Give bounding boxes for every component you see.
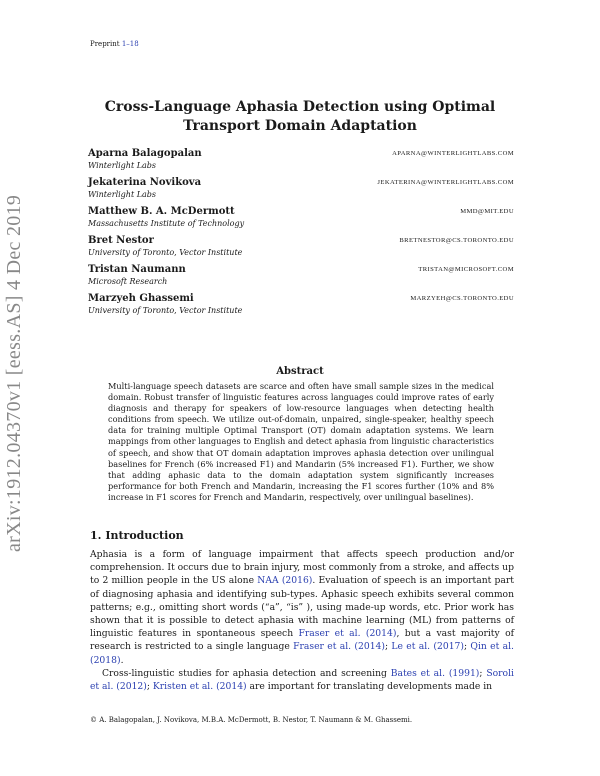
text-run: .	[120, 654, 124, 666]
text-run: are important for translating developments made in	[246, 681, 493, 693]
preprint-header	[90, 40, 139, 48]
author-entry	[88, 293, 514, 322]
citation-link[interactable]: Bates et al. (1991)	[390, 667, 480, 679]
author-affiliation: Microsoft Research	[88, 277, 168, 286]
text-run: Cross-linguistic studies for aphasia detection and screening	[102, 667, 391, 679]
text-run: . Evaluation of speech is an important part of diagnosing aphasia and identifying sub-types. Aphasic speech exhibits several common patterns; e.g., omitting short words (“a”, “is” ), using made-up words, etc. Prior work has shown that it is possible to detect aphasia with machine learning (ML) from patterns of linguistic features in spontaneous speech	[90, 575, 514, 640]
preprint-label: Preprint	[90, 40, 120, 48]
text-run: Aphasia is a form of language impairment that affects speech production and/or comprehension. It occurs due to brain injury, most commonly from a stroke, and affects up to 2 million people in the US alone	[90, 549, 514, 587]
author-affiliation: Massachusetts Institute of Technology	[88, 219, 245, 228]
author-entry	[88, 235, 514, 264]
author-list	[88, 148, 514, 322]
section-heading-introduction: 1. Introduction	[90, 529, 184, 542]
author-affiliation: Winterlight Labs	[88, 190, 157, 199]
author-affiliation: University of Toronto, Vector Institute	[88, 248, 243, 257]
citation-link[interactable]: Soroli et al. (2012)	[90, 667, 514, 693]
copyright-footer: © A. Balagopalan, J. Novikova, M.B.A. McDermott, B. Nestor, T. Naumann & M. Ghassemi.	[90, 716, 413, 724]
author-name: Marzyeh Ghassemi	[88, 293, 194, 304]
citation-link[interactable]: Le et al. (2017)	[391, 641, 464, 653]
citation-link[interactable]: Qin et al. (2018)	[90, 641, 514, 666]
author-affiliation: University of Toronto, Vector Institute	[88, 306, 243, 315]
author-email[interactable]: MARZYEH@CS.TORONTO.EDU	[410, 295, 514, 302]
text-run: , but a vast majority of research is restricted to a single language	[90, 628, 514, 653]
citation-link[interactable]: Fraser et al. (2014)	[293, 641, 385, 653]
author-email[interactable]: APARNA@WINTERLIGHTLABS.COM	[392, 150, 514, 157]
paragraph	[90, 548, 514, 667]
citation-link[interactable]: Fraser et al. (2014)	[298, 628, 397, 640]
abstract-heading: Abstract	[276, 366, 324, 377]
author-name: Aparna Balagopalan	[88, 148, 202, 159]
text-run: ;	[479, 667, 487, 679]
author-name: Matthew B. A. McDermott	[88, 206, 235, 217]
page-range-link[interactable]: 1–18	[121, 40, 139, 48]
author-name: Bret Nestor	[88, 235, 154, 246]
author-name: Jekaterina Novikova	[88, 177, 202, 188]
citation-link[interactable]: NAA (2016)	[257, 575, 313, 587]
abstract-text: Multi-language speech datasets are scarce and often have small sample sizes in the medical domain. Robust transfer of linguistic features across languages could improve rates of early diagnosis and therapy for speakers of low-resource languages when detecting health conditions from speech. We utilize out-of-domain, unpaired, single-speaker, healthy speech data for training multiple Optimal Transport (OT) domain adaptation systems. We learn mappings from other languages to English and detect aphasia from linguistic characteristics of speech, and show that OT domain adaptation improves aphasia detection over unilingual baselines for French (6% increased F1) and Mandarin (5% increased F1). Further, we show that adding aphasic data to the domain adaptation system significantly increases performance for both French and Mandarin, increasing the F1 scores further (10% and 8% increase in F1 scores for French and Mandarin, respectively, over unilingual baselines).	[108, 381, 494, 502]
paragraph	[90, 667, 514, 693]
text-run: ;	[463, 641, 471, 653]
author-entry	[88, 264, 514, 293]
author-affiliation: Winterlight Labs	[88, 161, 157, 170]
author-email[interactable]: TRISTAN@MICROSOFT.COM	[418, 266, 514, 273]
author-entry	[88, 177, 514, 206]
author-email[interactable]: MMD@MIT.EDU	[460, 208, 514, 215]
author-entry	[88, 206, 514, 235]
author-entry	[88, 148, 514, 177]
author-name: Tristan Naumann	[88, 264, 186, 275]
citation-link[interactable]: Kristen et al. (2014)	[152, 681, 247, 693]
author-email[interactable]: BRETNESTOR@CS.TORONTO.EDU	[399, 237, 514, 244]
text-run: ;	[146, 681, 153, 693]
author-email[interactable]: JEKATERINA@WINTERLIGHTLABS.COM	[377, 179, 514, 186]
paper-title: Cross-Language Aphasia Detection using Optimal Transport Domain Adaptation	[104, 99, 496, 134]
arxiv-identifier: arXiv:1912.04370v1 [eess.AS] 4 Dec 2019	[3, 194, 25, 552]
text-run: ;	[384, 641, 392, 653]
introduction-body	[90, 548, 514, 693]
